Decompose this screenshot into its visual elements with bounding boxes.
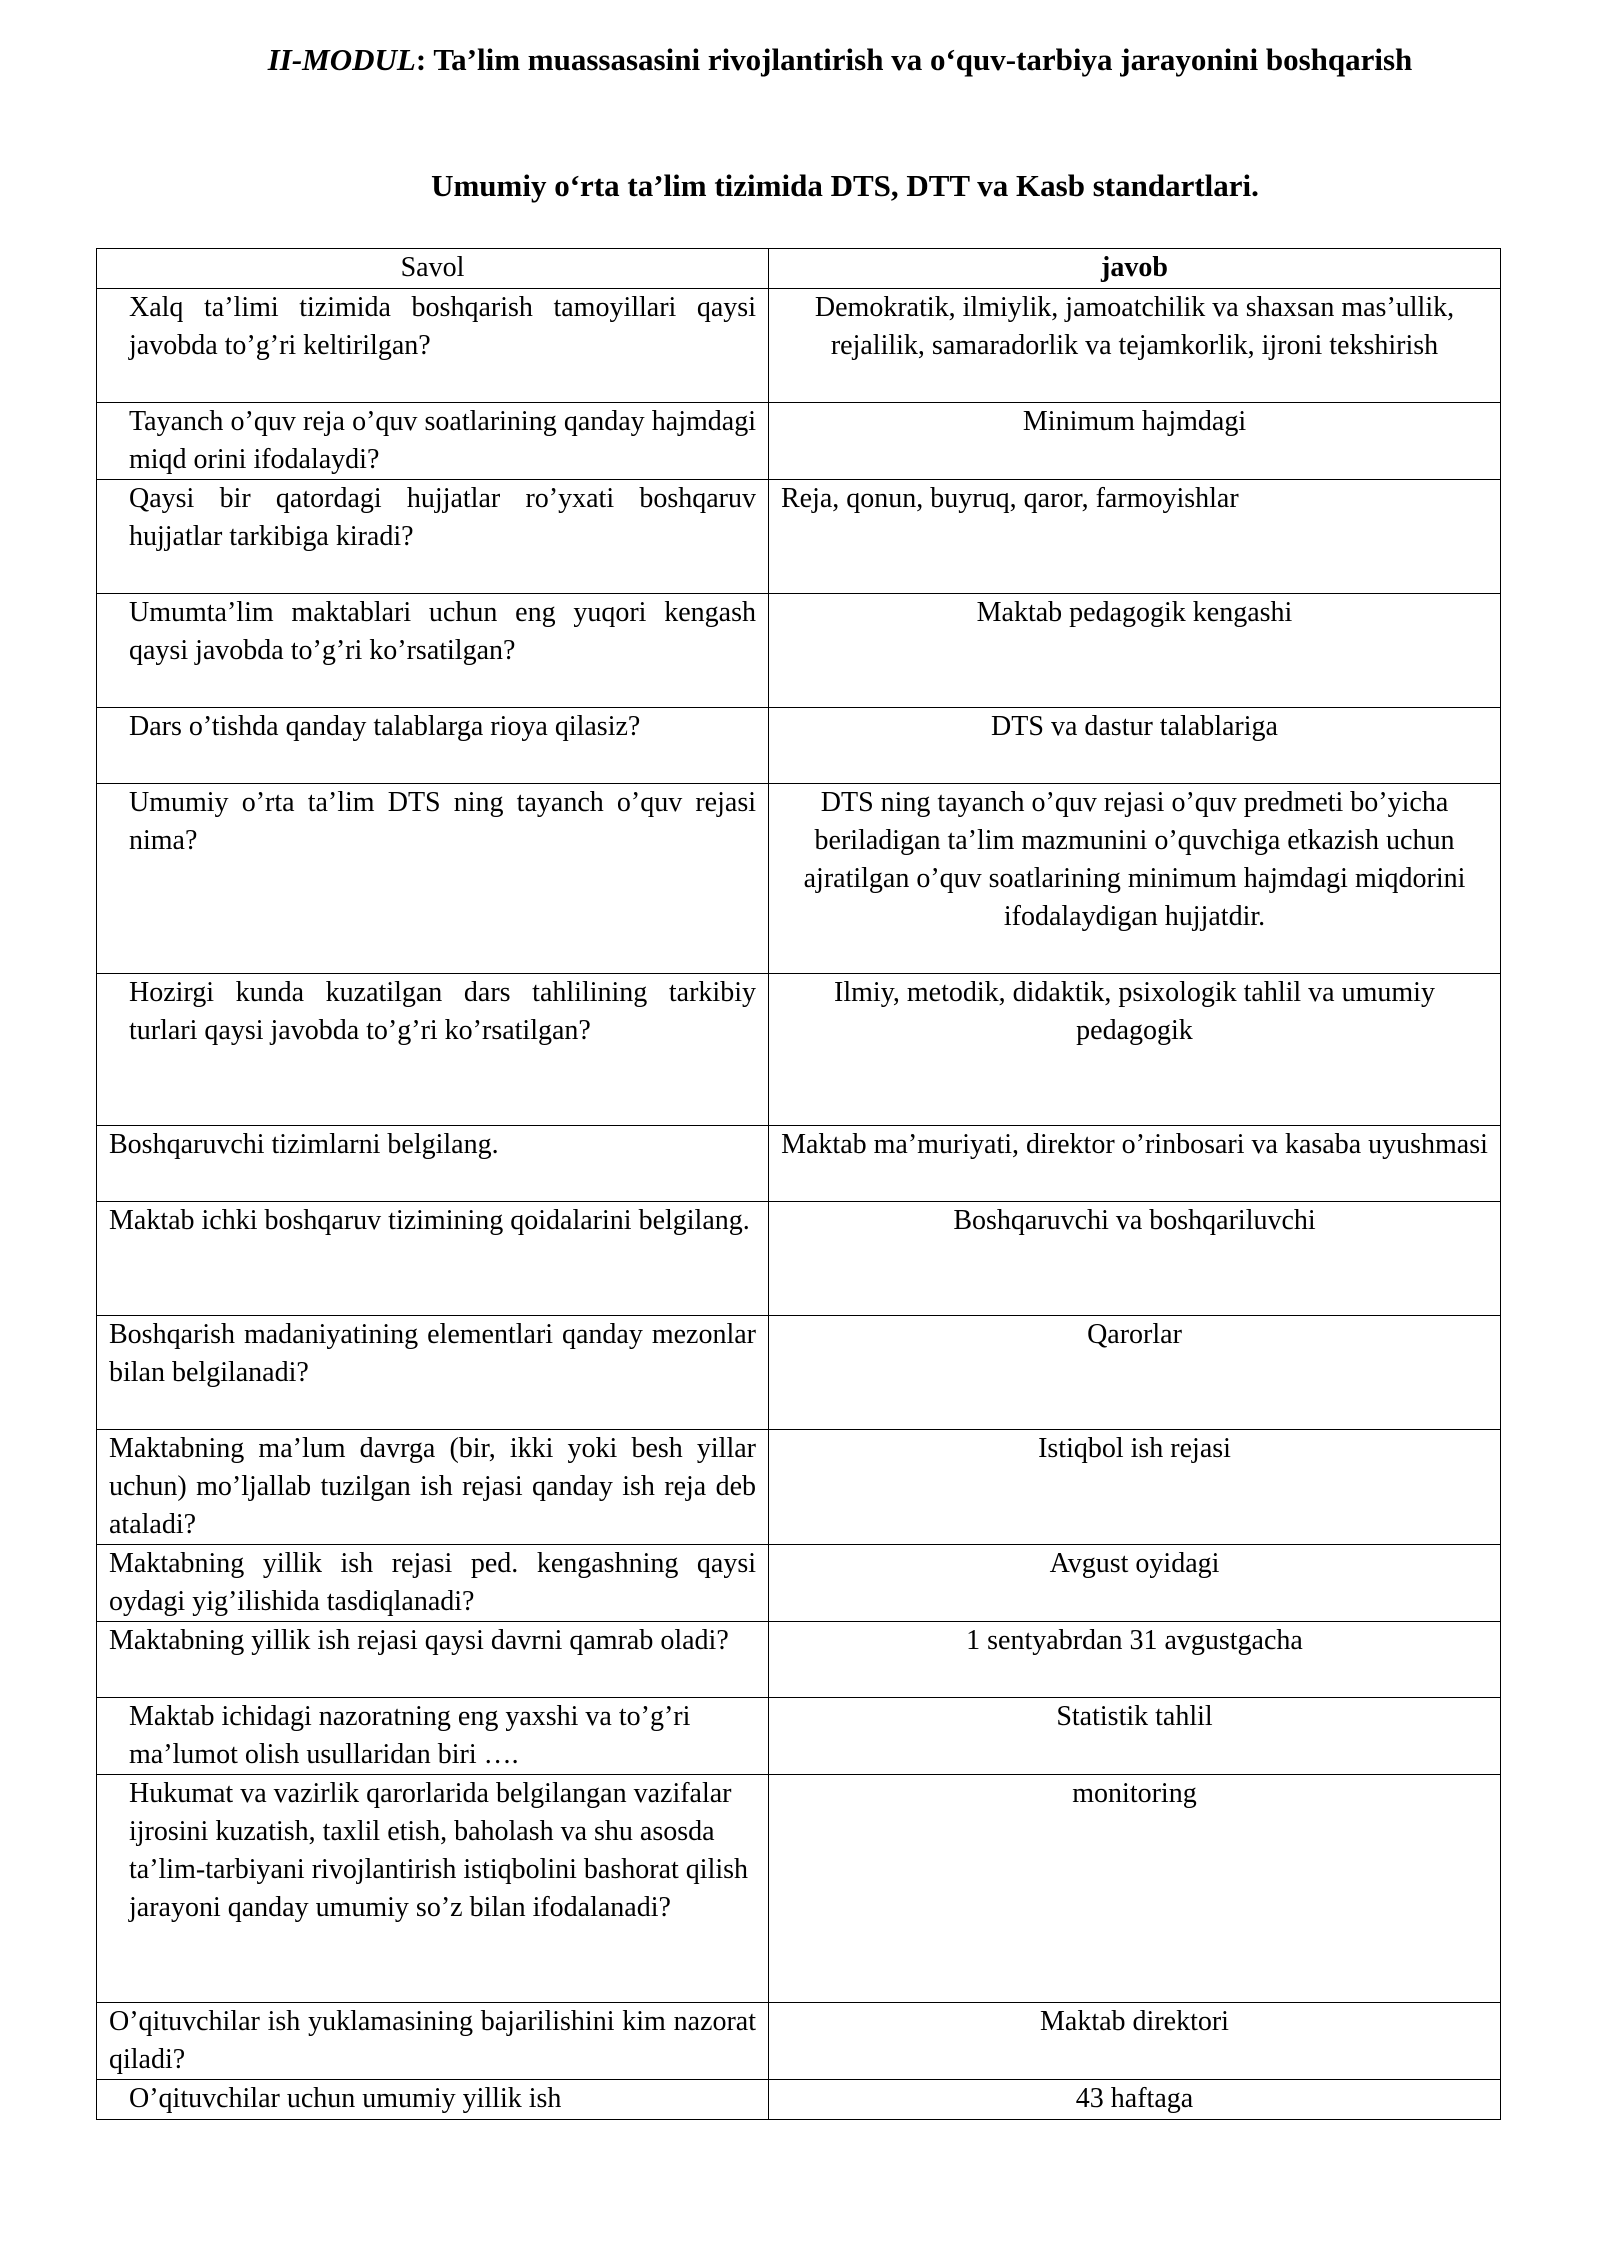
table-row — [97, 1126, 1501, 1202]
answer-cell: Statistik tahlil — [769, 1698, 1501, 1775]
module-title-text: : Ta’lim muassasasini rivojlantirish va o‘quv-tarbiya jarayonini boshqarish — [415, 42, 1413, 77]
question-cell: Hozirgi kunda kuzatilgan dars tahlilining tarkibiy turlari qaysi javobda to’g’ri ko’rsatilgan? — [97, 974, 769, 1126]
table-row — [97, 1622, 1501, 1698]
table-row — [97, 2080, 1501, 2120]
table-row — [97, 594, 1501, 708]
answer-cell: Ilmiy, metodik, didaktik, psixologik tahlil va umumiy pedagogik — [769, 974, 1501, 1126]
column-header-answer: javob — [769, 249, 1501, 289]
table-row — [97, 1202, 1501, 1316]
question-cell: Umumiy o’rta ta’lim DTS ning tayanch o’quv rejasi nima? — [97, 784, 769, 974]
answer-cell: Maktab ma’muriyati, direktor o’rinbosari va kasaba uyushmasi — [769, 1126, 1501, 1202]
table-row — [97, 403, 1501, 480]
answer-cell: DTS ning tayanch o’quv rejasi o’quv predmeti bo’yicha beriladigan ta’lim mazmunini o’quvchiga etkazish uchun ajratilgan o’quv soatlarining minimum hajmdagi miqdorini ifodalaydigan hujjatdir. — [769, 784, 1501, 974]
question-cell: Maktabning yillik ish rejasi ped. kengashning qaysi oydagi yig’ilishida tasdiqlanadi? — [97, 1545, 769, 1622]
section-subtitle: Umumiy o‘rta ta’lim tizimida DTS, DTT va Kasb standartlari. — [431, 168, 1259, 203]
answer-cell: Qarorlar — [769, 1316, 1501, 1430]
answer-cell: Minimum hajmdagi — [769, 403, 1501, 480]
table-row — [97, 1316, 1501, 1430]
table-row — [97, 1430, 1501, 1545]
column-header-question: Savol — [97, 249, 769, 289]
table-row — [97, 289, 1501, 403]
title-block — [0, 38, 1600, 82]
question-cell: Qaysi bir qatordagi hujjatlar ro’yxati boshqaruv hujjatlar tarkibiga kiradi? — [97, 480, 769, 594]
answer-cell: 43 haftaga — [769, 2080, 1501, 2120]
question-cell: Tayanch o’quv reja o’quv soatlarining qanday hajmdagi miqd orini ifodalaydi? — [97, 403, 769, 480]
answer-cell: monitoring — [769, 1775, 1501, 2003]
question-cell: Hukumat va vazirlik qarorlarida belgilangan vazifalar ijrosini kuzatish, taxlil etish, baholash va shu asosda ta’lim-tarbiyani rivojlantirish istiqbolini bashorat qilish jarayoni qanday umumiy so’z bilan ifodalanadi? — [97, 1775, 769, 2003]
question-cell: O’qituvchilar ish yuklamasining bajarilishini kim nazorat qiladi? — [97, 2003, 769, 2080]
question-cell: O’qituvchilar uchun umumiy yillik ish — [97, 2080, 769, 2120]
table-row — [97, 480, 1501, 594]
question-cell: Boshqaruvchi tizimlarni belgilang. — [97, 1126, 769, 1202]
question-cell: Maktab ichidagi nazoratning eng yaxshi va to’g’ri ma’lumot olish usullaridan biri …. — [97, 1698, 769, 1775]
question-cell: Maktab ichki boshqaruv tizimining qoidalarini belgilang. — [97, 1202, 769, 1316]
answer-cell: Avgust oyidagi — [769, 1545, 1501, 1622]
table-row — [97, 1775, 1501, 2003]
module-label: II-MODUL — [267, 42, 416, 77]
table-row — [97, 708, 1501, 784]
module-title — [0, 38, 1490, 82]
answer-cell: Boshqaruvchi va boshqariluvchi — [769, 1202, 1501, 1316]
answer-cell: DTS va dastur talablariga — [769, 708, 1501, 784]
question-cell: Umumta’lim maktablari uchun eng yuqori kengash qaysi javobda to’g’ri ko’rsatilgan? — [97, 594, 769, 708]
answer-cell: Maktab direktori — [769, 2003, 1501, 2080]
answer-cell: 1 sentyabrdan 31 avgustgacha — [769, 1622, 1501, 1698]
qa-table — [96, 248, 1501, 2120]
table-row — [97, 1698, 1501, 1775]
answer-cell: Maktab pedagogik kengashi — [769, 594, 1501, 708]
table-row — [97, 1545, 1501, 1622]
table-row — [97, 2003, 1501, 2080]
question-cell: Maktabning ma’lum davrga (bir, ikki yoki besh yillar uchun) mo’ljallab tuzilgan ish rejasi qanday ish reja deb ataladi? — [97, 1430, 769, 1545]
question-cell: Maktabning yillik ish rejasi qaysi davrni qamrab oladi? — [97, 1622, 769, 1698]
question-cell: Boshqarish madaniyatining elementlari qanday mezonlar bilan belgilanadi? — [97, 1316, 769, 1430]
table-row — [97, 784, 1501, 974]
table-header-row — [97, 249, 1501, 289]
question-cell: Dars o’tishda qanday talablarga rioya qilasiz? — [97, 708, 769, 784]
answer-cell: Demokratik, ilmiylik, jamoatchilik va shaxsan mas’ullik, rejalilik, samaradorlik va tejamkorlik, ijroni tekshirish — [769, 289, 1501, 403]
answer-cell: Istiqbol ish rejasi — [769, 1430, 1501, 1545]
table-row — [97, 974, 1501, 1126]
answer-cell: Reja, qonun, buyruq, qaror, farmoyishlar — [769, 480, 1501, 594]
question-cell: Xalq ta’limi tizimida boshqarish tamoyillari qaysi javobda to’g’ri keltirilgan? — [97, 289, 769, 403]
